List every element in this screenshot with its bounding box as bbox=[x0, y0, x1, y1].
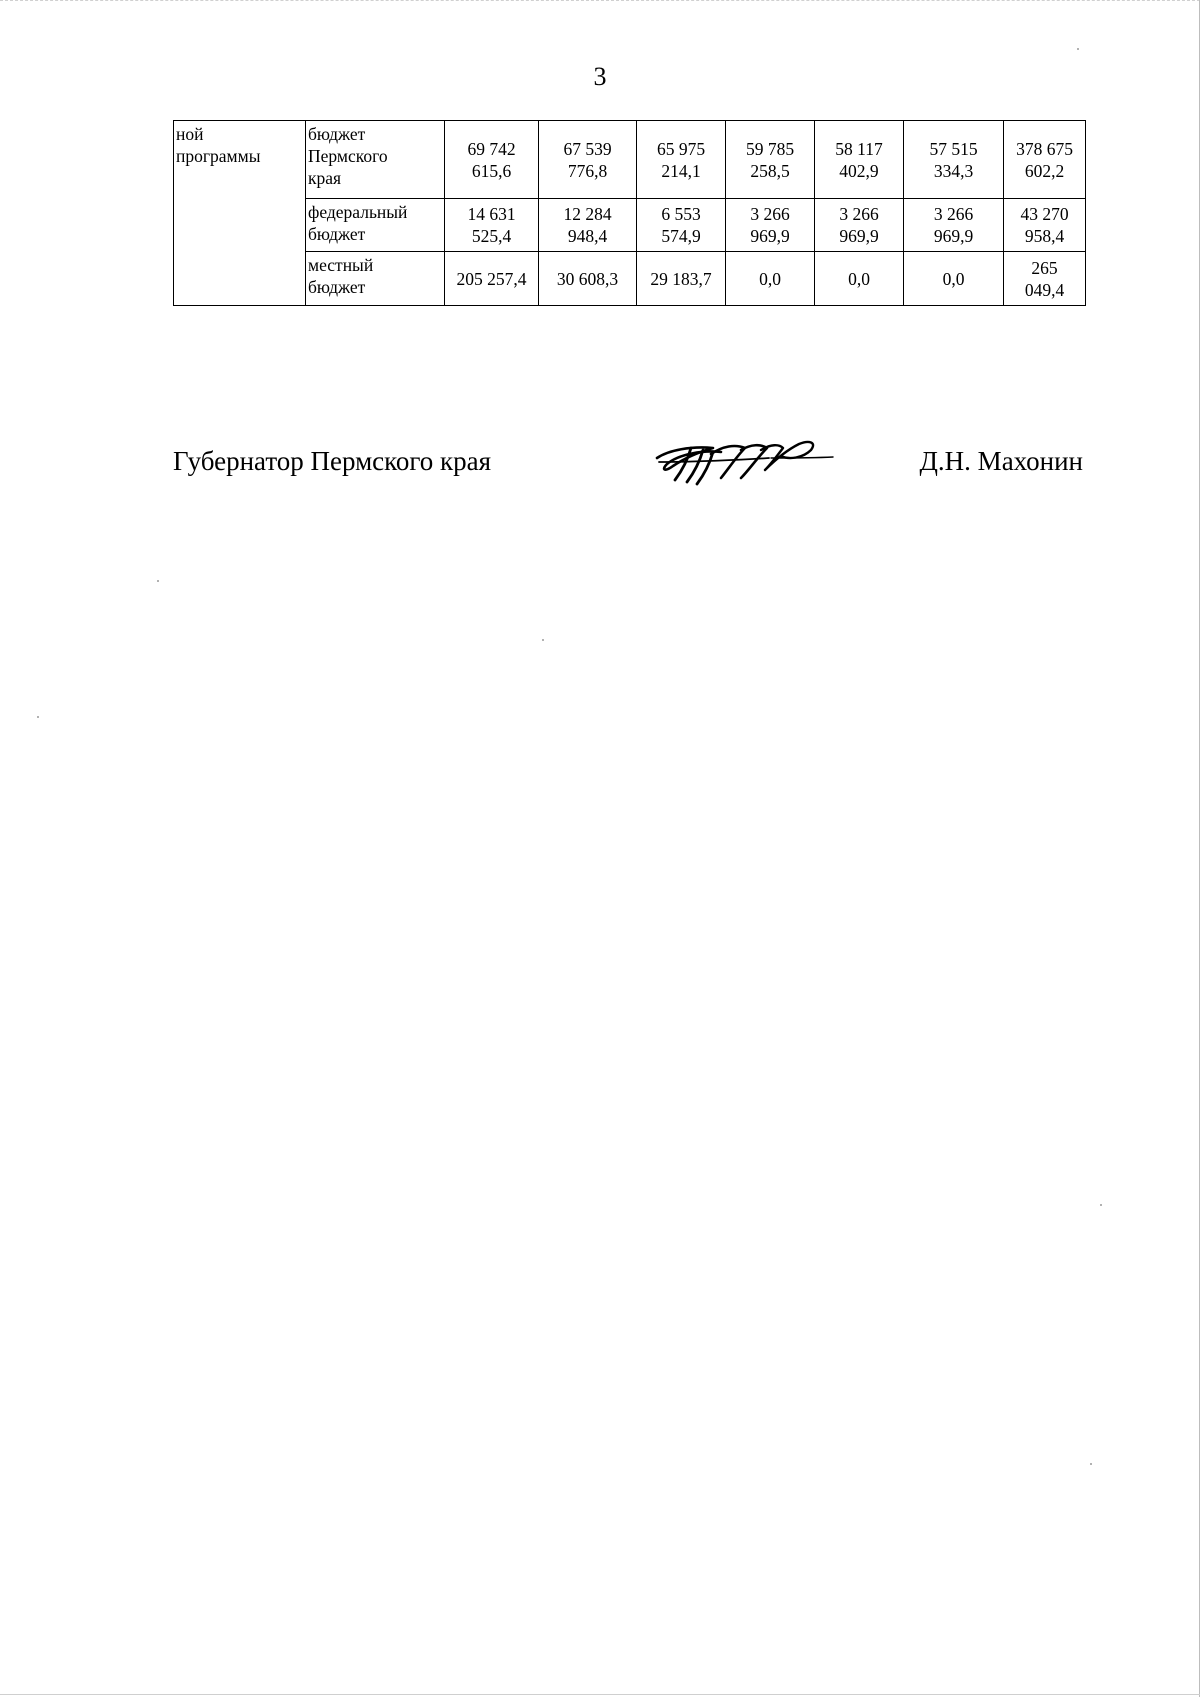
value-cell: 69 742 615,6 bbox=[445, 121, 539, 199]
source-label: федеральный бюджет bbox=[308, 202, 408, 244]
value-cell: 0,0 bbox=[904, 252, 1004, 306]
value-cell: 65 975 214,1 bbox=[637, 121, 726, 199]
value-cell: 3 266 969,9 bbox=[726, 199, 815, 252]
source-cell bbox=[306, 252, 445, 306]
page-bottom-edge bbox=[0, 1694, 1200, 1695]
total-cell: 378 675 602,2 bbox=[1004, 121, 1086, 199]
value-cell: 29 183,7 bbox=[637, 252, 726, 306]
signatory-title: Губернатор Пермского края bbox=[173, 446, 492, 476]
scan-speck bbox=[37, 716, 39, 718]
total-cell: 43 270 958,4 bbox=[1004, 199, 1086, 252]
page-number: 3 bbox=[593, 62, 607, 91]
total-cell: 265 049,4 bbox=[1004, 252, 1086, 306]
value-cell: 6 553 574,9 bbox=[637, 199, 726, 252]
source-cell bbox=[306, 121, 445, 199]
source-label: бюджет Пермского края bbox=[308, 124, 388, 188]
value-cell: 205 257,4 bbox=[445, 252, 539, 306]
signatory-name: Д.Н. Махонин bbox=[919, 446, 1083, 476]
scan-speck bbox=[542, 639, 544, 641]
program-label: ной программы bbox=[176, 124, 261, 166]
value-cell: 58 117 402,9 bbox=[815, 121, 904, 199]
handwritten-signature bbox=[651, 428, 841, 494]
value-cell: 3 266 969,9 bbox=[815, 199, 904, 252]
signature-block bbox=[173, 440, 1083, 500]
source-label: местный бюджет bbox=[308, 255, 374, 297]
scan-speck bbox=[1090, 1463, 1092, 1465]
scan-speck bbox=[157, 580, 159, 582]
page-top-edge bbox=[0, 0, 1200, 2]
table-row bbox=[174, 252, 1086, 306]
value-cell: 59 785 258,5 bbox=[726, 121, 815, 199]
source-cell bbox=[306, 199, 445, 252]
value-cell: 0,0 bbox=[726, 252, 815, 306]
value-cell: 57 515 334,3 bbox=[904, 121, 1004, 199]
value-cell: 14 631 525,4 bbox=[445, 199, 539, 252]
scan-speck bbox=[1100, 1204, 1102, 1206]
budget-table bbox=[173, 120, 1086, 306]
value-cell: 30 608,3 bbox=[539, 252, 637, 306]
program-cell bbox=[174, 121, 306, 306]
scan-speck bbox=[1077, 48, 1079, 50]
table-row bbox=[174, 121, 1086, 199]
table-row bbox=[174, 199, 1086, 252]
value-cell: 12 284 948,4 bbox=[539, 199, 637, 252]
value-cell: 67 539 776,8 bbox=[539, 121, 637, 199]
value-cell: 3 266 969,9 bbox=[904, 199, 1004, 252]
value-cell: 0,0 bbox=[815, 252, 904, 306]
